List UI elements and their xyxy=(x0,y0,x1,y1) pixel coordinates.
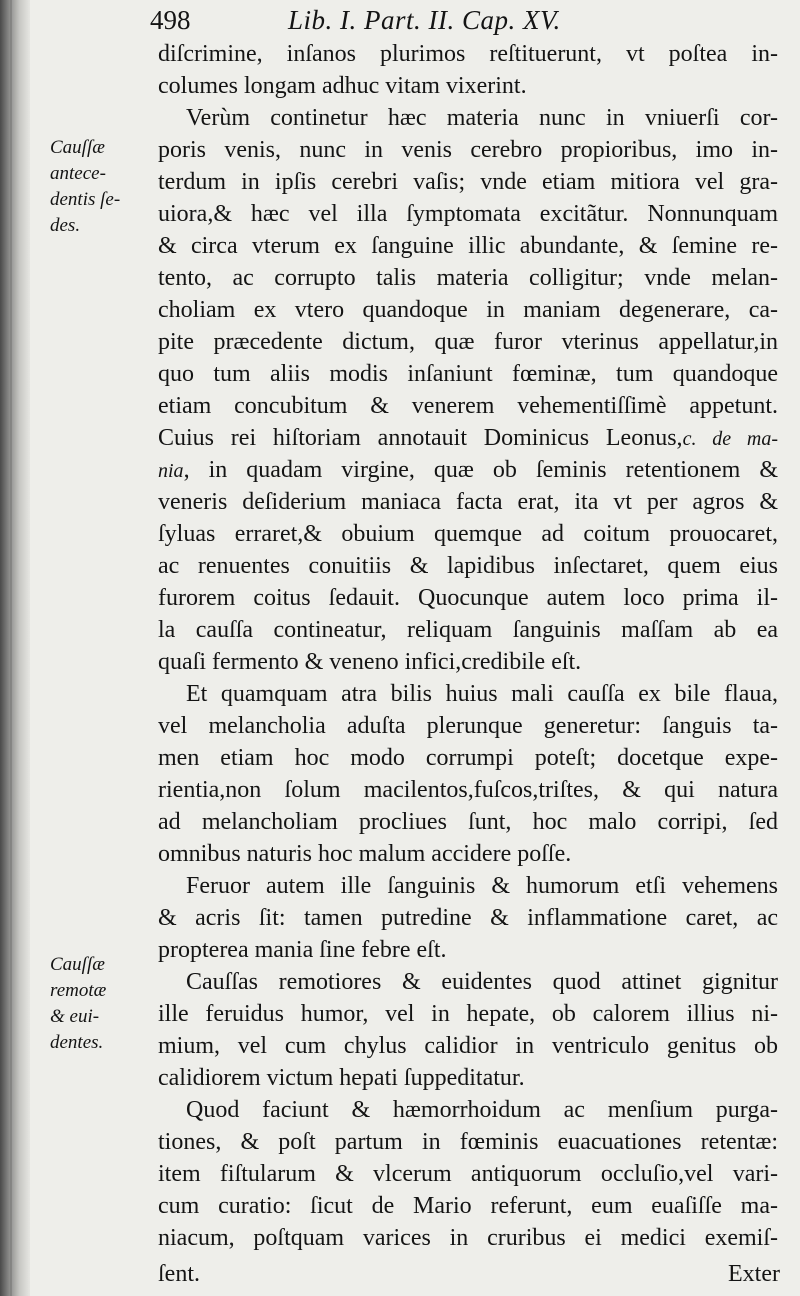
text-line-15: veneris deſiderium maniaca facta erat, ita vt per agros & xyxy=(158,489,778,515)
margin-note-antecedent-causes xyxy=(50,135,155,239)
margin-note-line: remotæ xyxy=(50,980,107,1001)
text-line-24: rientia,non ſolum macilentos,fuſcos,triſtes, & qui natura xyxy=(158,777,778,803)
text-segment: , in quadam virgine, quæ ob ſeminis retentionem & xyxy=(183,457,778,483)
text-line-10: pite præcedente dictum, quæ furor vterinus appellatur,in xyxy=(158,329,778,355)
text-line-5: terdum in ipſis cerebri vaſis; vnde etiam mitiora vel gra- xyxy=(158,169,778,195)
text-line-13 xyxy=(158,422,778,454)
text-line-11: quo tum aliis modis inſaniunt fœminæ, tum quandoque xyxy=(158,361,778,387)
text-line-21: Et quamquam atra bilis huius mali cauſſa ex bile flaua, xyxy=(186,681,778,707)
text-line-32: mium, vel cum chylus calidior in ventriculo genitus ob xyxy=(158,1033,778,1059)
margin-note-line: antece- xyxy=(50,163,106,184)
text-line-33: calidiorem victum hepati ſuppeditatur. xyxy=(158,1065,525,1091)
text-line-18: furorem coitus ſedauit. Quocunque autem loco prima il- xyxy=(158,585,778,611)
text-line-6: uiora,& hæc vel illa ſymptomata excitãtur. Nonnunquam xyxy=(158,201,778,227)
page-header xyxy=(150,0,770,40)
text-line-3: Verùm continetur hæc materia nunc in vniuerſi cor- xyxy=(186,105,778,131)
text-line-14 xyxy=(158,454,778,486)
text-line-26: omnibus naturis hoc malum accidere poſſe. xyxy=(158,841,572,867)
text-line-20: quaſi fermento & veneno infici,credibile eſt. xyxy=(158,649,582,675)
margin-note-remote-causes xyxy=(50,952,155,1056)
citation-italic: nia xyxy=(158,460,184,482)
margin-note-line: dentes. xyxy=(50,1032,104,1053)
text-line-22: vel melancholia aduſta plerunque generetur: ſanguis ta- xyxy=(158,713,778,739)
text-line-2: columes longam adhuc vitam vixerint. xyxy=(158,73,527,99)
text-line-35: tiones, & poſt partum in fœminis euacuationes retentæ: xyxy=(158,1129,778,1155)
text-line-12: etiam concubitum & venerem vehementiſſimè appetunt. xyxy=(158,393,778,419)
margin-note-line: & eui- xyxy=(50,1006,100,1027)
text-line-28: & acris ſit: tamen putredine & inflammatione caret, ac xyxy=(158,905,778,931)
catchword: Exter xyxy=(728,1261,780,1287)
text-line-1: diſcrimine, inſanos plurimos reſtituerunt, vt poſtea in- xyxy=(158,41,778,67)
text-line-9: choliam ex vtero quandoque in maniam degenerare, ca- xyxy=(158,297,778,323)
text-line-37: cum curatio: ſicut de Mario referunt, eum euaſiſſe ma- xyxy=(158,1193,778,1219)
page-binding-shadow xyxy=(0,0,30,1296)
running-head: Lib. I. Part. II. Cap. XV. xyxy=(288,5,561,35)
text-line-27: Feruor autem ille ſanguinis & humorum etſi vehemens xyxy=(186,873,778,899)
citation-italic: c. de ma- xyxy=(682,428,778,450)
margin-note-line: des. xyxy=(50,215,81,236)
text-line-7: & circa vterum ex ſanguine illic abundante, & ſemine re- xyxy=(158,233,778,259)
text-line-39: ſent. xyxy=(158,1261,200,1287)
text-line-8: tento, ac corrupto talis materia colligitur; vnde melan- xyxy=(158,265,778,291)
text-line-4: poris venis, nunc in venis cerebro propioribus, imo in- xyxy=(158,137,778,163)
text-line-19: la cauſſa contineatur, reliquam ſanguinis maſſam ab ea xyxy=(158,617,778,643)
text-line-36: item fiſtularum & vlcerum antiquorum occluſio,vel vari- xyxy=(158,1161,778,1187)
text-line-16: ſyluas erraret,& obuium quemque ad coitum prouocaret, xyxy=(158,521,778,547)
margin-note-line: dentis ſe- xyxy=(50,189,121,210)
text-line-29: propterea mania ſine febre eſt. xyxy=(158,937,447,963)
text-line-17: ac renuentes conuitiis & lapidibus inſectaret, quem eius xyxy=(158,553,778,579)
text-line-23: men etiam hoc modo corrumpi poteſt; docetque expe- xyxy=(158,745,778,771)
margin-note-line: Cauſſæ xyxy=(50,137,105,158)
page-number: 498 xyxy=(150,5,191,35)
text-line-31: ille feruidus humor, vel in hepate, ob calorem illius ni- xyxy=(158,1001,778,1027)
text-line-25: ad melancholiam procliues ſunt, hoc malo corripi, ſed xyxy=(158,809,778,835)
text-segment: Cuius rei hiſtoriam annotauit Dominicus Leonus, xyxy=(158,425,683,451)
text-line-34: Quod faciunt & hæmorrhoidum ac menſium purga- xyxy=(186,1097,778,1123)
text-line-38: niacum, poſtquam varices in cruribus ei medici exemiſ- xyxy=(158,1225,778,1251)
margin-note-line: Cauſſæ xyxy=(50,954,105,975)
text-line-30: Cauſſas remotiores & euidentes quod attinet gignitur xyxy=(186,969,778,995)
